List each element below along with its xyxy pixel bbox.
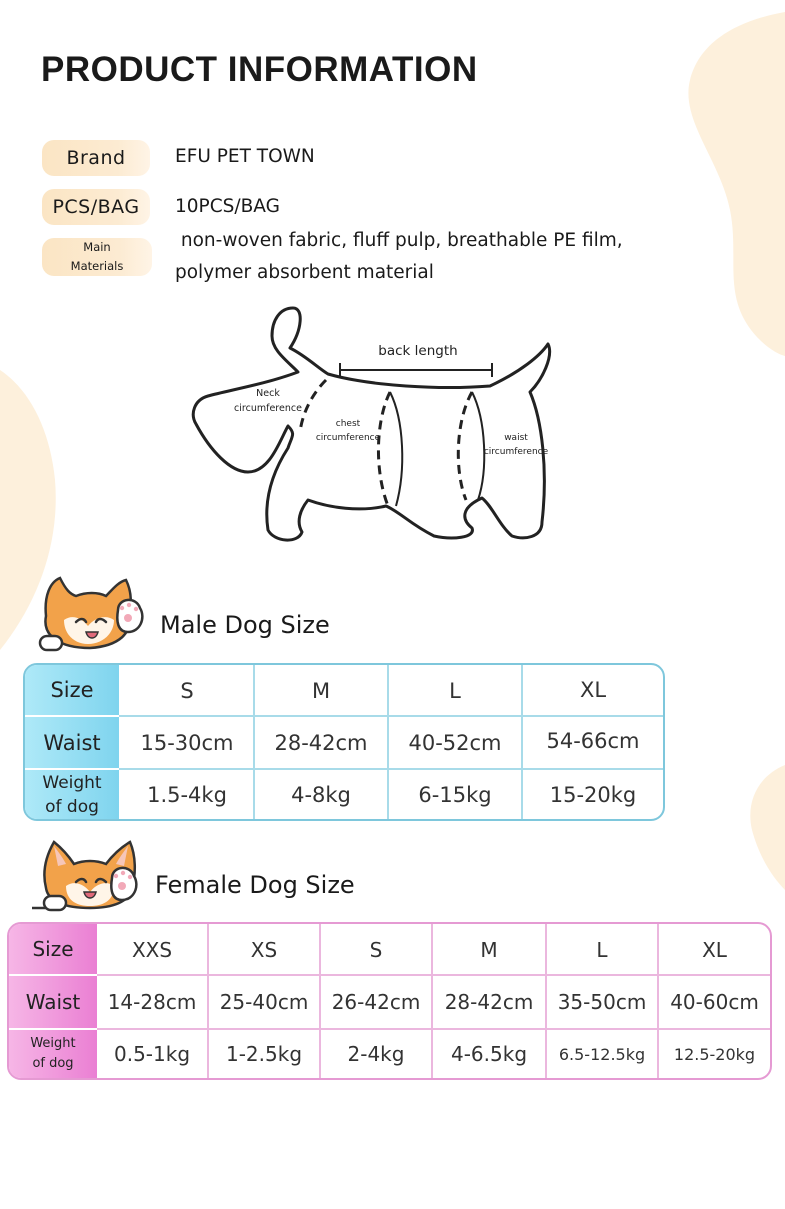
male-weight-label-line1: Weight [42, 772, 102, 793]
male-waist-cell: 15-30cm [140, 730, 234, 755]
male-waist-row-label: Waist [25, 717, 119, 768]
male-weight-cell: 1.5-4kg [147, 782, 227, 807]
main-materials-label [42, 238, 152, 276]
male-weight-label-line2: of dog [45, 796, 99, 817]
female-waist-cell: 25-40cm [219, 990, 309, 1014]
female-waist-cell: 28-42cm [444, 990, 534, 1014]
female-size-cell: S [369, 938, 383, 962]
waist-label-line1: waist [504, 433, 528, 443]
male-size-cell: XL [579, 678, 607, 702]
female-size-cell: L [596, 938, 608, 962]
main-materials-value-line1: non-woven fabric, fluff pulp, breathable PE film, [175, 230, 623, 251]
male-weight-cell: 4-8kg [291, 782, 351, 807]
neck-label-line1: Neck [256, 388, 280, 399]
female-weight-cell: 12.5-20kg [673, 1044, 756, 1064]
female-weight-row-label [9, 1030, 97, 1078]
male-size-cell: S [180, 679, 194, 703]
male-size-table [23, 663, 665, 821]
male-size-cell: L [449, 679, 461, 703]
male-section-heading: Male Dog Size [160, 611, 330, 639]
back-length-label: back length [378, 343, 458, 359]
female-waist-cell: 26-42cm [331, 990, 421, 1014]
male-size-row-label: Size [25, 665, 119, 715]
female-waist-cell: 35-50cm [557, 990, 647, 1014]
male-weight-cell: 6-15kg [418, 782, 492, 807]
male-size-cell: M [311, 679, 331, 703]
male-weight-cell: 15-20kg [549, 782, 637, 807]
pcs-bag-value: 10PCS/BAG [175, 196, 280, 217]
female-weight-cell: 1-2.5kg [225, 1042, 303, 1066]
page-title: PRODUCT INFORMATION [41, 50, 478, 89]
waist-label-line2: circumference [483, 447, 549, 457]
chest-label-line1: chest [335, 419, 361, 429]
waist-dash [458, 392, 472, 500]
female-weight-cell: 4-6.5kg [450, 1042, 528, 1066]
dog-outline [193, 308, 549, 540]
female-section-heading: Female Dog Size [155, 871, 355, 899]
female-size-cell: XXS [131, 938, 173, 962]
male-waist-cell: 40-52cm [408, 730, 502, 755]
pcs-bag-label: PCS/BAG [42, 189, 150, 225]
male-weight-row-label [25, 770, 119, 819]
female-waist-row-label: Waist [9, 976, 97, 1028]
corgi-dog-icon [32, 838, 152, 914]
female-weight-cell: 6.5-12.5kg [558, 1044, 646, 1064]
female-weight-cell: 0.5-1kg [113, 1042, 191, 1066]
neck-dash [300, 380, 326, 432]
dog-measurement-diagram [190, 300, 560, 550]
main-materials-label-line1: Main [83, 240, 111, 254]
female-waist-cell: 14-28cm [107, 990, 197, 1014]
chest-label-line2: circumference [315, 433, 381, 443]
main-materials-value-line2: polymer absorbent material [175, 262, 434, 283]
female-size-cell: M [480, 938, 498, 962]
neck-label-line2: circumference [234, 403, 302, 414]
female-size-cell: XL [702, 938, 727, 962]
female-size-cell: XS [250, 938, 278, 962]
female-weight-label-line2: of dog [32, 1056, 74, 1071]
female-waist-cell: 40-60cm [670, 990, 759, 1014]
shiba-dog-icon [36, 574, 152, 654]
brand-label: Brand [42, 140, 150, 176]
male-waist-cell: 54-66cm [546, 728, 640, 753]
brand-value: EFU PET TOWN [175, 146, 315, 167]
male-waist-cell: 28-42cm [274, 730, 368, 755]
female-weight-label-line1: Weight [30, 1036, 76, 1051]
female-size-table [7, 922, 772, 1080]
main-materials-label-line2: Materials [70, 259, 124, 273]
female-size-row-label: Size [9, 924, 97, 974]
female-weight-cell: 2-4kg [347, 1042, 405, 1066]
chest-dash [378, 392, 390, 506]
